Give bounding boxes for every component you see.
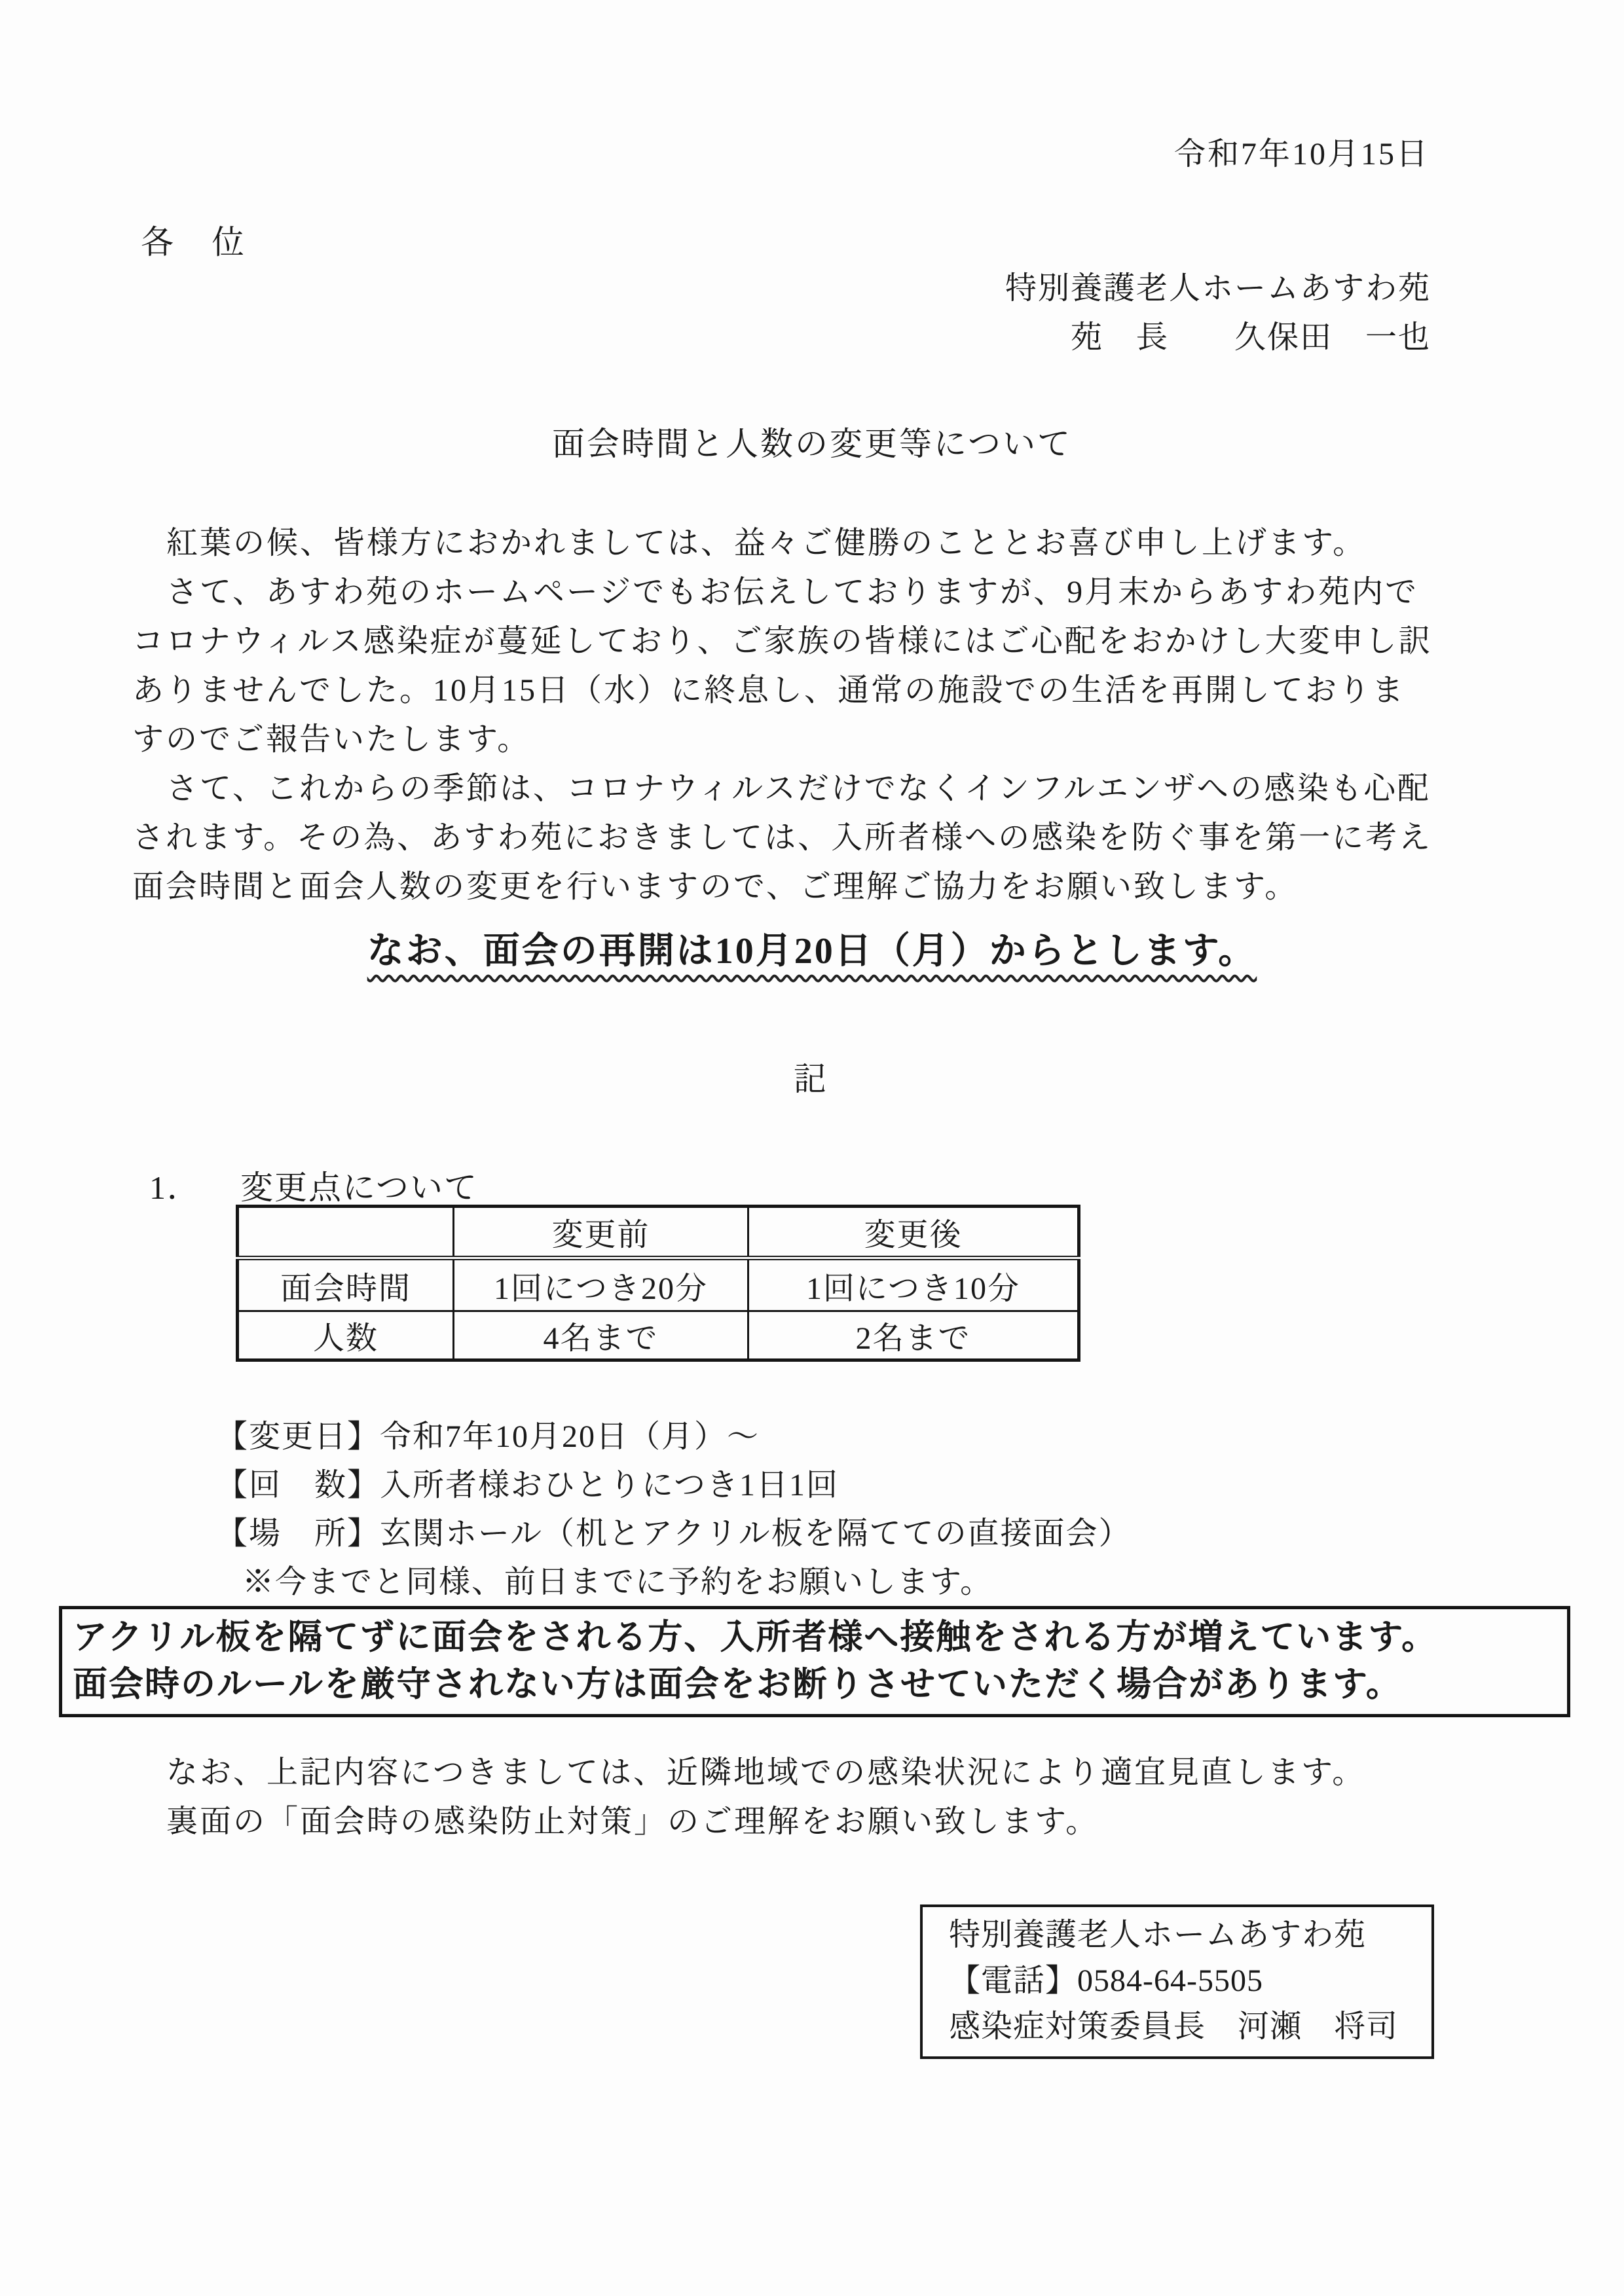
body-line: コロナウィルス感染症が蔓延しており、ご家族の皆様にはご心配をおかけし大変申し訳 (132, 624, 1432, 659)
row-after-value: 2名まで (748, 1311, 1079, 1360)
contact-box (920, 1904, 1434, 2059)
contact-person: 感染症対策委員長 河瀬 将司 (949, 2009, 1399, 2044)
body-line: されます。その為、あすわ苑におきましては、入所者様への感染を防ぐ事を第一に考え (132, 820, 1433, 855)
section-number: 1． (149, 1169, 201, 1206)
contact-phone: 【電話】0584-64-5505 (949, 1963, 1263, 1998)
row-before-value: 4名まで (454, 1311, 748, 1360)
body-line: 面会時間と面会人数の変更を行いますので、ご理解ご協力をお願い致します。 (132, 869, 1299, 904)
reopen-highlight (0, 922, 1624, 974)
closing-paragraph (132, 1748, 1365, 1846)
table-row-visit-time (238, 1258, 1079, 1311)
page-title: 面会時間と人数の変更等について (552, 426, 1072, 462)
closing-line: なお、上記内容につきましては、近隣地域での感染状況により適宜見直します。 (166, 1755, 1366, 1790)
table-header-after: 変更後 (748, 1207, 1079, 1258)
notation-mark: 記 (794, 1061, 830, 1097)
change-table (236, 1205, 1080, 1362)
body-paragraphs (132, 519, 1505, 911)
detail-change-date: 【変更日】令和7年10月20日（月）～ (216, 1419, 760, 1454)
reopen-highlight-text: なお、面会の再開は10月20日（月）からとします。 (367, 931, 1257, 972)
sender-org: 特別養護老人ホームあすわ苑 (1005, 271, 1431, 306)
warning-line: アクリル板を隔てずに面会をされる方、入所者様へ接触をされる方が増えています。 (73, 1618, 1438, 1656)
sender-block (1005, 264, 1431, 362)
detail-reservation-note: ※今までと同様、前日までに予約をお願いします。 (242, 1565, 993, 1599)
row-after-value: 1回につき10分 (748, 1258, 1079, 1311)
table-header-before: 変更前 (454, 1207, 748, 1258)
warning-line: 面会時のルールを厳守されない方は面会をお断りさせていただく場合があります。 (73, 1666, 1402, 1704)
change-details (216, 1413, 1132, 1607)
table-header-empty (238, 1207, 454, 1258)
body-line: 紅葉の候、皆様方におかれましては、益々ご健勝のこととお喜び申し上げます。 (166, 526, 1367, 560)
letter-date: 令和7年10月15日 (1173, 137, 1430, 172)
body-line: ありませんでした。10月15日（水）に終息し、通常の施設での生活を再開しておりま (132, 673, 1406, 708)
row-label: 面会時間 (238, 1258, 454, 1311)
recipient-line: 各 位 (141, 224, 247, 261)
row-label: 人数 (238, 1311, 454, 1360)
detail-location: 【場 所】玄関ホール（机とアクリル板を隔てての直接面会） (216, 1516, 1132, 1551)
contact-org: 特別養護老人ホームあすわ苑 (949, 1918, 1367, 1952)
section-heading-changes (149, 1161, 478, 1209)
body-line: さて、これからの季節は、コロナウィルスだけでなくインフルエンザへの感染も心配 (166, 771, 1431, 806)
detail-frequency: 【回 数】入所者様おひとりにつき1日1回 (216, 1468, 840, 1503)
section-title: 変更点について (240, 1169, 478, 1206)
row-before-value: 1回につき20分 (454, 1258, 748, 1311)
sender-signer: 苑 長 久保田 一也 (1070, 320, 1431, 355)
table-header-row (238, 1207, 1079, 1258)
warning-box (59, 1606, 1570, 1717)
closing-line: 裏面の「面会時の感染防止対策」のご理解をお願い致します。 (166, 1804, 1099, 1839)
body-line: すのでご報告いたします。 (132, 722, 531, 757)
body-line: さて、あすわ苑のホームページでもお伝えしておりますが、9月末からあすわ苑内で (166, 575, 1419, 610)
table-row-visitor-count (238, 1311, 1079, 1360)
